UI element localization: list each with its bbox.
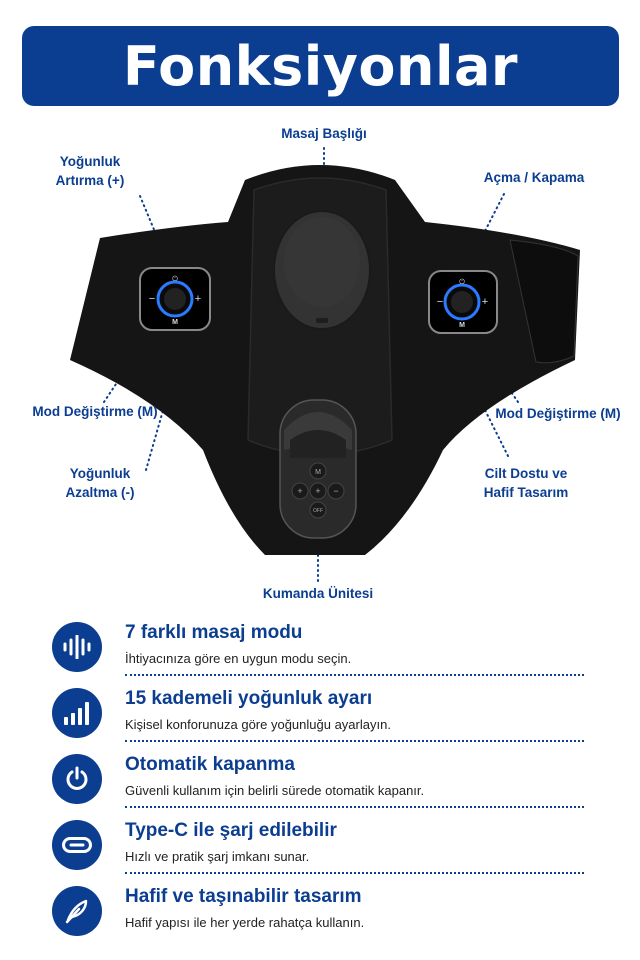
feature-title: 15 kademeli yoğunluk ayarı [125, 688, 373, 709]
svg-text:−: − [148, 293, 156, 305]
svg-text:+: + [481, 296, 489, 308]
svg-text:⏻: ⏻ [172, 276, 178, 283]
label-massage-head: Masaj Başlığı [281, 126, 367, 141]
usb-c-icon [52, 820, 102, 870]
divider [125, 674, 584, 676]
divider [125, 740, 584, 742]
feature-title: Otomatik kapanma [125, 754, 295, 775]
label-intensity-down: Yoğunluk Azaltma (-) [65, 466, 135, 500]
feature-item [52, 616, 584, 676]
divider [125, 872, 584, 874]
label-skin-friendly: Cilt Dostu ve Hafif Tasarım [483, 466, 569, 500]
feature-title: Type-C ile şarj edilebilir [125, 820, 337, 841]
right-control-panel [429, 271, 497, 333]
feature-title: Hafif ve taşınabilir tasarım [125, 886, 362, 907]
power-icon [52, 754, 102, 804]
svg-text:−: − [436, 296, 444, 308]
label-power: Açma / Kapama [483, 170, 585, 185]
remote-unit [280, 400, 356, 538]
svg-text:M: M [172, 319, 178, 326]
signal-bars-icon [52, 688, 102, 738]
label-mode-left: Mod Değiştirme (M) [32, 404, 158, 419]
feature-desc: Hızlı ve pratik şarj imkanı sunar. [125, 849, 310, 864]
feature-desc: Kişisel konforunuza göre yoğunluğu ayarlayın. [125, 717, 391, 732]
feature-item [52, 682, 584, 742]
label-mode-right: Mod Değiştirme (M) [495, 406, 621, 421]
divider [125, 806, 584, 808]
feature-desc: Güvenli kullanım için belirli sürede otomatik kapanır. [125, 783, 425, 798]
svg-text:M: M [459, 322, 465, 329]
feature-desc: İhtiyacınıza göre en uygun modu seçin. [125, 651, 352, 666]
feature-title: 7 farklı masaj modu [125, 622, 303, 643]
page-title: Fonksiyonlar [122, 34, 519, 98]
svg-text:−: − [333, 486, 339, 496]
svg-text:+: + [194, 293, 202, 305]
svg-text:+: + [315, 486, 321, 496]
svg-text:⏻: ⏻ [459, 279, 465, 286]
label-intensity-up: Yoğunluk Artırma (+) [55, 154, 125, 188]
left-control-panel [140, 268, 210, 330]
feather-icon [52, 886, 102, 936]
remote-off-key: OFF [313, 508, 323, 514]
soundwave-icon [52, 622, 102, 672]
svg-text:+: + [297, 486, 303, 496]
remote-mode-key: M [315, 469, 321, 476]
feature-item [52, 880, 584, 940]
label-remote: Kumanda Ünitesi [262, 586, 374, 601]
feature-item [52, 748, 584, 808]
feature-desc: Hafif yapısı ile her yerde rahatça kullanın. [125, 915, 365, 930]
feature-item [52, 814, 584, 874]
